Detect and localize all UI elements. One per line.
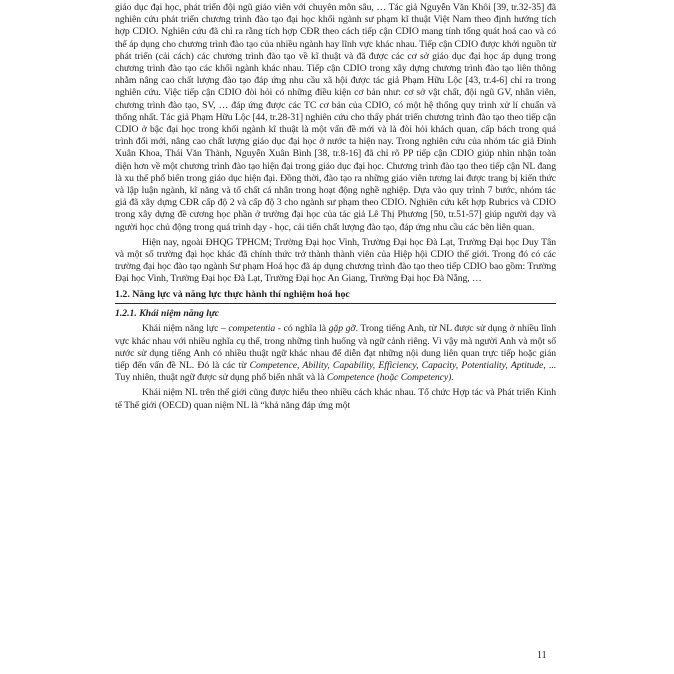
paragraph-cdio-research: giáo dục đại học, phát triển đội ngũ giáo viên với chuyên môn sâu, … Tác giả Nguyễn Văn Khôi [39, tr.32-35] đã nghiên cứu phát triển chương trình đào tạo đại học khối ngành sư phạm kĩ thuật Việt Nam theo định hướng tích hợp CDIO. Nghiên cứu đã chỉ ra rằng tích hợp CĐR theo cách tiếp cận CDIO mang tính tổng quát hoá cao và có thể áp dụng cho chương trình đào tạo của nhiều ngành hay lĩnh vực khác nhau. Tiếp cận CDIO được khởi nguồn từ phát triển (cải cách) các chương trình đào tạo về kĩ thuật và đã được các cơ sở giáo dục đại học áp dụng trong chương trình đào tạo các khối ngành khác nhau. Tiếp cận CDIO trong xây dựng chương trình đào tạo liên thông nhằm nâng cao chất lượng đào tạo đáp ứng nhu cầu xã hội được tác giả Phạm Hữu Lộc [43, tr.4-6] chỉ ra trong nghiên cứu. Việc tiếp cận CDIO đòi hỏi có những điều kiện cơ bản như: cơ sở vật chất, đội ngũ GV, nhân viên, chương trình đào tạo, SV, … đáp ứng được các TC cơ bản của CDIO, có một hệ thống quy trình xử lí chuẩn và thống nhất. Tác giả Phạm Hữu Lộc [44, tr.28-31] nghiên cứu cho thấy phát triển chương trình đào tạo theo tiếp cận CDIO ở bậc đại học trong khối ngành kĩ thuật là một vấn đề mới và là đòi hỏi khách quan, cấp bách trong quá trình đổi mới, nâng cao chất lượng giáo dục đại học ở nước ta hiện nay. Trong nghiên cứu của nhóm tác giả Đinh Xuân Khoa, Thái Văn Thành, Nguyễn Xuân Bình [38, tr.8-16] đã chỉ rõ PP tiếp cận CDIO giúp nhìn nhận toàn diện hơn về một chương trình đào tạo hiện đại trong giáo dục đại học. Chương trình đào tạo theo tiếp cận NL đang là xu thế phổ biến trong giáo dục hiện đại. Đồng thời, đào tạo ra những giáo viên tương lai được trang bị kiến thức và lập luận ngành, kĩ năng và tố chất cá nhân trong hoạt động nghề nghiệp. Dựa vào quy trình 7 bước, nhóm tác giả đã xây dựng CĐR cấp độ 2 và cấp độ 3 cho ngành sư phạm theo CDIO. Nghiên cứu kết hợp Rubrics và CDIO trong xây dựng đề cương học phần ở trường đại học của tác giả Lê Thị Phương [50, tr.51-57] giúp người dạy và người học chủ động trong quá trình dạy - học, cải tiến chất lượng đào tạo, đáp ứng nhu cầu các bên liên quan. — [115, 2, 556, 233]
paragraph-competence-definition — [115, 323, 556, 384]
term-gap-go: gặp gỡ — [328, 323, 356, 335]
text-run: Khái niệm năng lực – — [142, 323, 229, 335]
term-list: Competence, Ability, Capability, Efficiency, Capacity, Potentiality, Aptitude — [249, 360, 544, 372]
paragraph-oecd: Khái niệm NL trên thế giới cũng được hiểu theo nhiều cách khác nhau. Tổ chức Hợp tác và Phát triển Kinh tế Thế giới (OECD) quan niệm NL là “khả năng đáp ứng một — [115, 387, 556, 411]
subsection-heading: 1.2.1. Khái niệm năng lực — [115, 308, 220, 320]
text-run: , ... Tuy nhiên, thuật ngữ được sử dụng phổ biến nhất và là — [115, 360, 556, 384]
text-run: . Trong tiếng Anh, từ NL được sử dụng ở nhiều lĩnh vực khác nhau với nhiều nghĩa cụ thể, trong những tình huống và ngữ cảnh riêng. Vì vậy mà người Anh và một số nước sử dụng tiếng Anh có nhiều thuật ngữ khác nhau để diễn đạt những nội dung liên quan trực tiếp hoặc gián tiếp đến vấn đề NL. Đó là các từ — [115, 323, 556, 372]
page-number: 11 — [537, 650, 547, 661]
text-run: - có nghĩa là — [275, 323, 329, 335]
term-competentia: competentia — [228, 323, 276, 335]
paragraph-cdio-members: Hiện nay, ngoài ĐHQG TPHCM; Trường Đại học Vinh, Trường Đại học Đà Lạt, Trường Đại học Duy Tân và một số trường đại học khác đã chính thức trở thành thành viên của Hiệp hội CDIO thế giới. Trong đó có các trường đại học đào tạo ngành Sư phạm Hoá học đã áp dụng chương trình đào tạo theo tiếp CDIO bao gồm: Trường Đại học Vinh, Trường Đại học Đà Lạt, Trường Đại học An Giang, Trường Đại học Đà Nẵng, … — [115, 236, 556, 285]
term-competence: Competence (hoặc Competency). — [326, 372, 454, 384]
section-heading: 1.2. Năng lực và năng lực thực hành thí nghiệm hoá học — [115, 289, 556, 305]
page-body — [115, 2, 556, 412]
